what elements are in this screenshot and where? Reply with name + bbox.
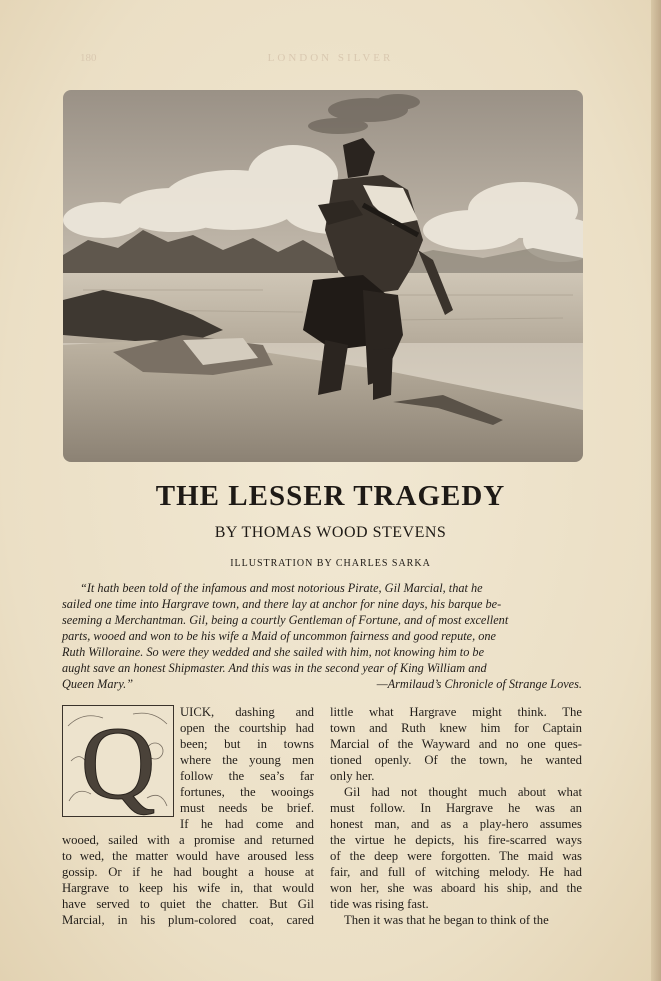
body-line: fair, and full of witching melody. He had: [330, 865, 582, 879]
page-number: 180: [80, 52, 97, 64]
body-line: must needs be brief.: [180, 801, 314, 815]
epigraph-line: parts, wooed and won to be his wife a Maid of uncommon fairness and good repute, one: [62, 629, 497, 643]
epigraph-line: Ruth Willoraine. So were they wedded and she sailed with him, not knowing him to be: [62, 645, 485, 659]
epigraph-last-line: Queen Mary.”: [62, 677, 134, 691]
body-line: fortunes, the wooings: [180, 785, 314, 799]
body-line: the virtue he depicts, his fire-scarred ways: [330, 833, 582, 847]
epigraph-line: seeming a Merchantman. Gil, being a courtly Gentleman of Fortune, and of most excellent: [62, 613, 509, 627]
drop-cap-letter: Q: [80, 706, 156, 816]
epigraph-line: aught save an honest Shipmaster. And this was in the second year of King William and: [62, 661, 487, 675]
epigraph-line: “It hath been told of the infamous and most notorious Pirate, Gil Marcial, that he: [80, 581, 483, 595]
body-line: where the young men: [180, 753, 314, 767]
body-line: Marcial of the Wayward and no one ques-: [330, 737, 582, 751]
body-line: must follow. In Hargrave he was an: [330, 801, 582, 815]
epigraph-attribution: —Armilaud’s Chronicle of Strange Loves.: [376, 677, 582, 691]
drop-cap-wrap-text: [180, 704, 314, 832]
illustration-credit: ILLUSTRATION BY CHARLES SARKA: [230, 558, 431, 569]
body-line: been; but in towns: [180, 737, 314, 751]
epigraph-attribution-row: [62, 676, 582, 692]
body-line: won her, she was aboard his ship, and the: [330, 881, 582, 895]
body-line: town and Ruth knew him for Captain: [330, 721, 582, 735]
body-line: tide was rising fast.: [330, 897, 429, 911]
left-column: [62, 832, 314, 928]
running-head: LONDON SILVER: [267, 52, 394, 64]
body-line: Hargrave to keep his wife in, that would: [62, 881, 314, 895]
body-line: Then it was that he began to think of the: [344, 913, 549, 927]
body-line: tioned openly. Of the town, he wanted: [330, 753, 582, 767]
body-line: follow the sea’s far: [180, 769, 314, 783]
pirate-illustration: [63, 90, 583, 462]
body-line: open the courtship had: [180, 721, 314, 735]
body-line: of the deep were forgotten. The maid was: [330, 849, 582, 863]
body-line: to wed, the matter would have aroused less: [62, 849, 314, 863]
article-byline: BY THOMAS WOOD STEVENS: [214, 524, 447, 541]
body-line: honest man, and as a play-hero assumes: [330, 817, 582, 831]
body-line: Marcial, in his plum-colored coat, cared: [62, 913, 314, 927]
body-line: gossip. Or if he had bought a house at: [62, 865, 314, 879]
epigraph: [62, 580, 582, 692]
body-line: only her.: [330, 769, 375, 783]
body-line: little what Hargrave might think. The: [330, 705, 582, 719]
body-line: If he had come and: [180, 817, 314, 831]
body-line: wooed, sailed with a promise and returned: [62, 833, 314, 847]
right-column: [330, 704, 582, 928]
article-title: THE LESSER TRAGEDY: [155, 480, 506, 512]
epigraph-line: sailed one time into Hargrave town, and there lay at anchor for nine days, his barque be-: [62, 597, 502, 611]
body-line: have served to quiet the chatter. But Gil: [62, 897, 314, 911]
body-line: UICK, dashing and: [180, 705, 314, 719]
body-line: Gil had not thought much about what: [344, 785, 582, 799]
drop-cap-box: [62, 705, 174, 817]
